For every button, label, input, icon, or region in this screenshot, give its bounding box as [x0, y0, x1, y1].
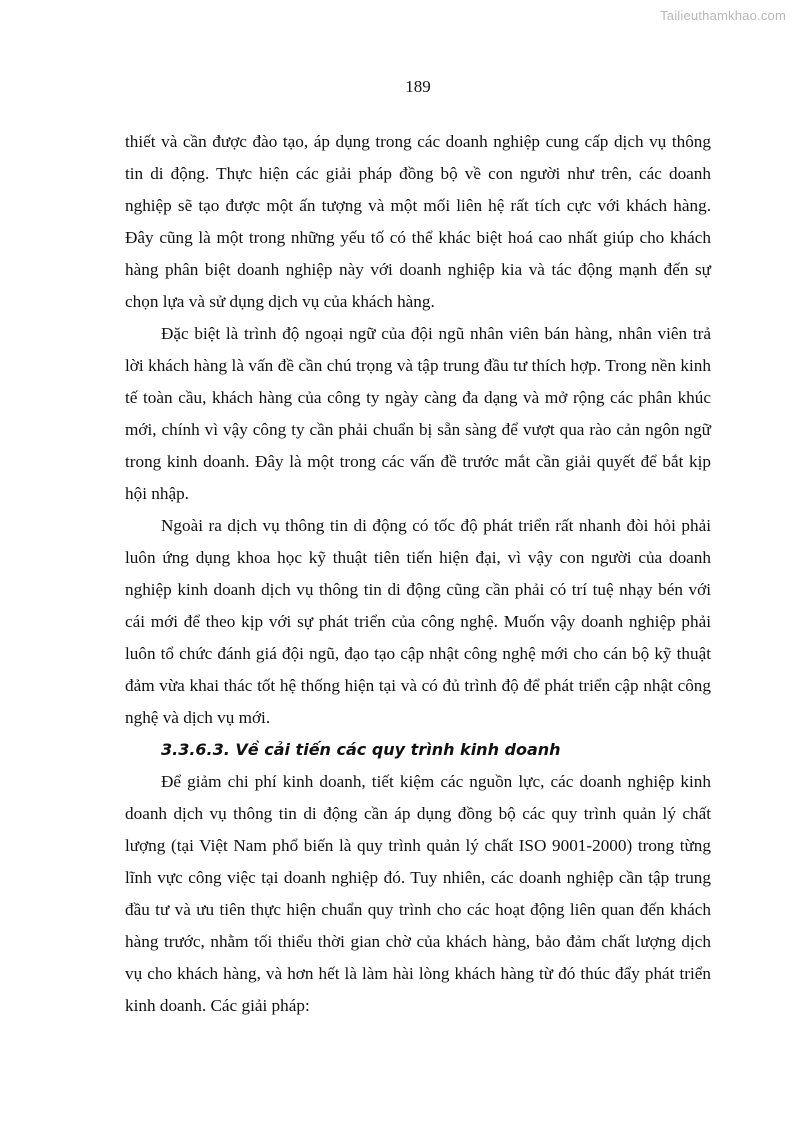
- paragraph-business-process: Để giảm chi phí kinh doanh, tiết kiệm các nguồn lực, các doanh nghiệp kinh doanh dịch vụ thông tin di động cần áp dụng đồng bộ các quy trình quản lý chất lượng (tại Việt Nam phổ biến là quy trình quản lý chất ISO 9001-2000) trong từng lĩnh vực công việc tại doanh nghiệp đó. Tuy nhiên, các doanh nghiệp cần tập trung đầu tư và ưu tiên thực hiện chuẩn quy trình cho các hoạt động liên quan đến khách hàng trước, nhằm tối thiểu thời gian chờ của khách hàng, bảo đảm chất lượng dịch vụ cho khách hàng, và hơn hết là làm hài lòng khách hàng từ đó thúc đẩy phát triển kinh doanh. Các giải pháp:: [125, 772, 711, 1015]
- paragraph-foreign-language: Đặc biệt là trình độ ngoại ngữ của đội ngũ nhân viên bán hàng, nhân viên trả lời khách hàng là vấn đề cần chú trọng và tập trung đầu tư thích hợp. Trong nền kinh tế toàn cầu, khách hàng của công ty ngày càng đa dạng và mở rộng các phân khúc mới, chính vì vậy công ty cần phải chuẩn bị sẵn sàng để vượt qua rào cản ngôn ngữ trong kinh doanh. Đây là một trong các vấn đề trước mắt cần giải quyết để bắt kịp hội nhập.: [125, 324, 711, 503]
- watermark: Tailieuthamkhao.com: [660, 8, 786, 23]
- paragraph-technology: Ngoài ra dịch vụ thông tin di động có tốc độ phát triển rất nhanh đòi hỏi phải luôn ứng dụng khoa học kỹ thuật tiên tiến hiện đại, vì vậy con người của doanh nghiệp kinh doanh dịch vụ thông tin di động cũng cần phải có trí tuệ nhạy bén với cái mới để theo kịp với sự phát triển của công nghệ. Muốn vậy doanh nghiệp phải luôn tổ chức đánh giá đội ngũ, đạo tạo cập nhật công nghệ mới cho cán bộ kỹ thuật đảm vừa khai thác tốt hệ thống hiện tại và có đủ trình độ để phát triển cập nhật công nghệ và dịch vụ mới.: [125, 516, 711, 727]
- page-body: [125, 126, 711, 1022]
- page-number: 189: [405, 77, 431, 96]
- section-heading: 3.3.6.3. Về cải tiến các quy trình kinh doanh: [161, 740, 561, 759]
- paragraph-continuation: thiết và cần được đào tạo, áp dụng trong các doanh nghiệp cung cấp dịch vụ thông tin di động. Thực hiện các giải pháp đồng bộ về con người như trên, các doanh nghiệp sẽ tạo được một ấn tượng và một mối liên hệ rất tích cực với khách hàng. Đây cũng là một trong những yếu tố có thể khác biệt hoá cao nhất giúp cho khách hàng phân biệt doanh nghiệp này với doanh nghiệp kia và tác động mạnh đến sự chọn lựa và sử dụng dịch vụ của khách hàng.: [125, 132, 711, 311]
